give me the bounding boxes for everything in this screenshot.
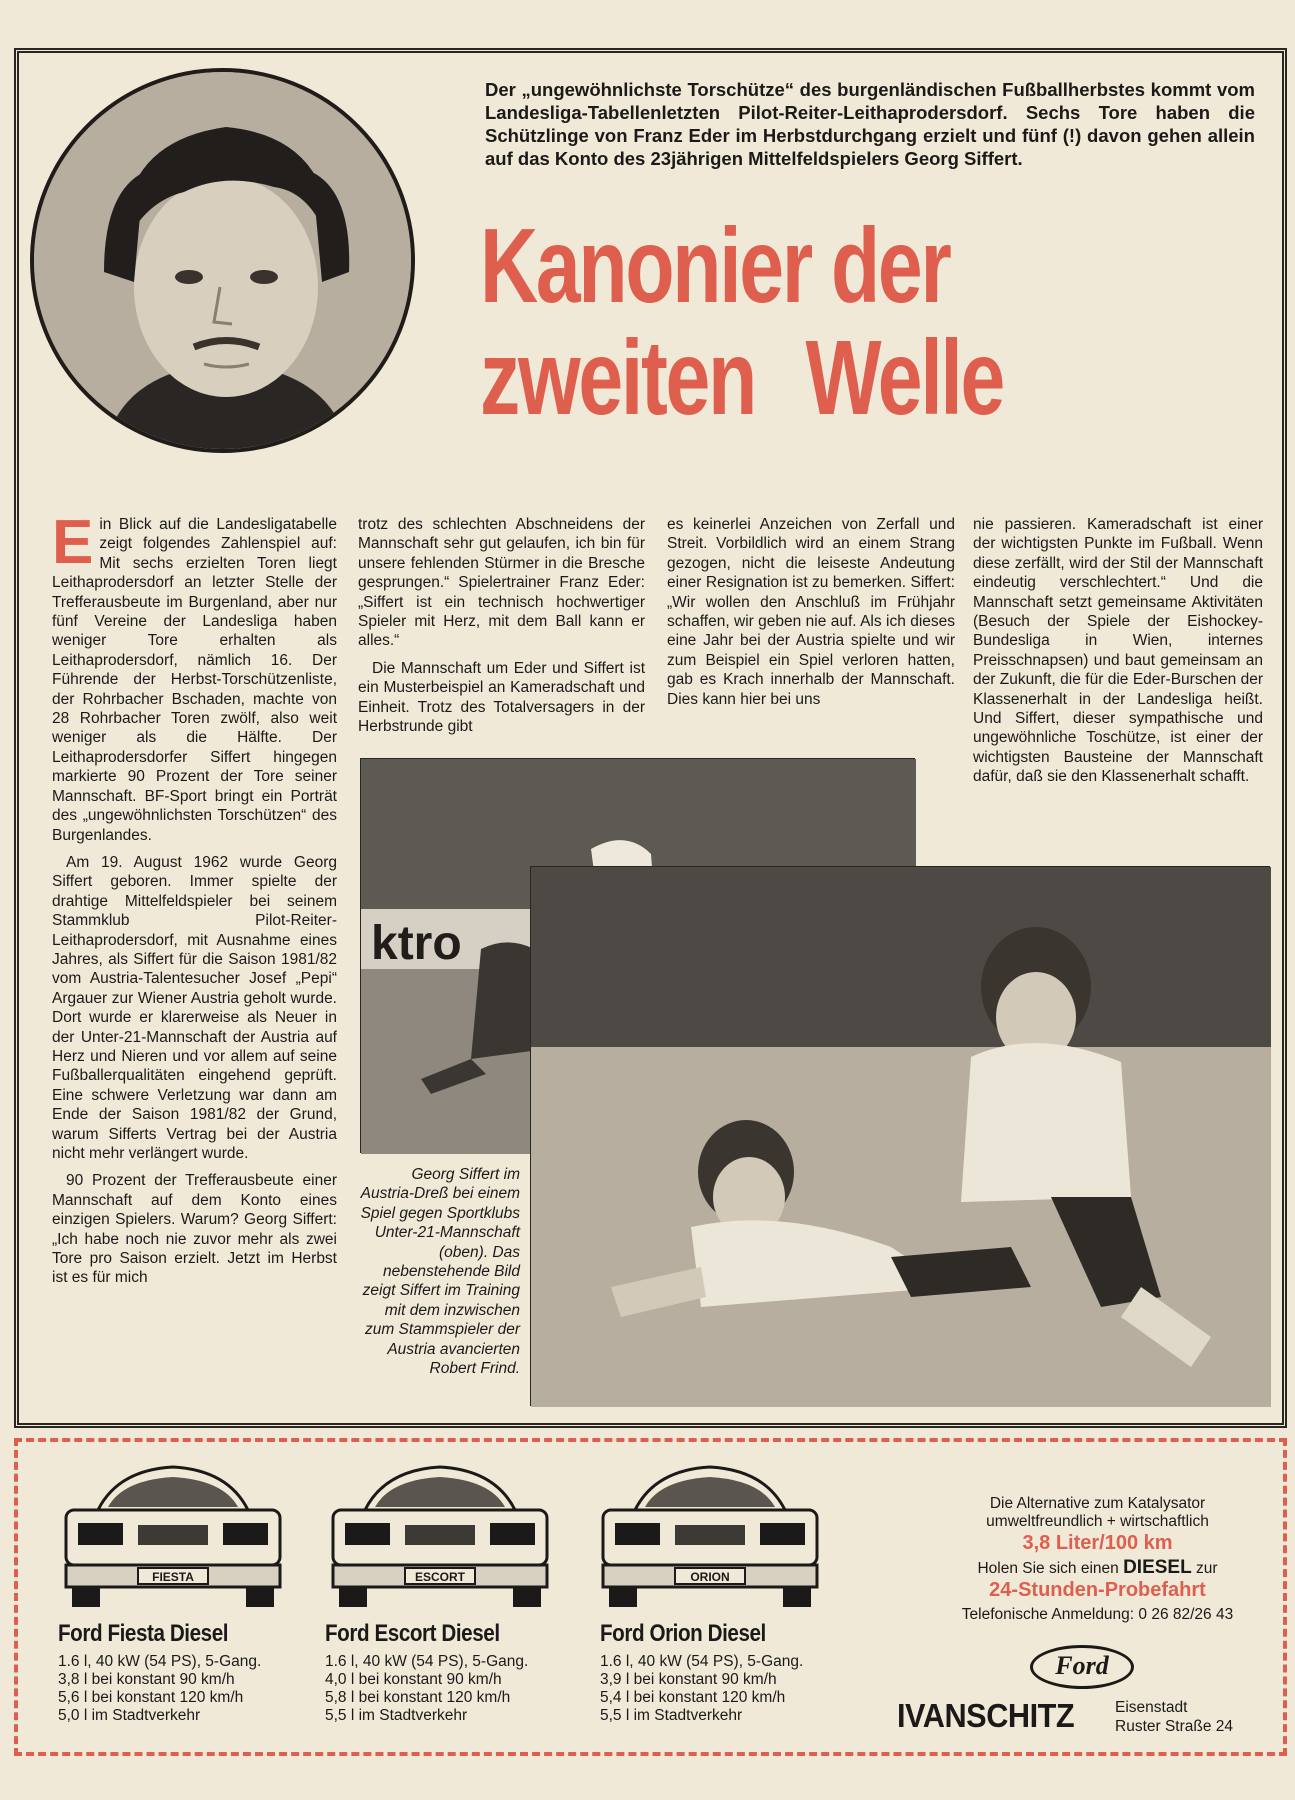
car-illustration-fiesta [58, 1455, 288, 1615]
offer-pre: Holen Sie sich einen [977, 1560, 1119, 1577]
spec-line: 5,5 l im Stadtverkehr [600, 1707, 743, 1724]
article-column-3 [667, 515, 955, 717]
spec-line: 1.6 l, 40 kW (54 PS), 5-Gang. [325, 1653, 529, 1670]
car-illustration-escort [325, 1455, 555, 1615]
spec-line: 1.6 l, 40 kW (54 PS), 5-Gang. [600, 1653, 804, 1670]
paragraph: in Blick auf die Landesligatabelle zeigt folgendes Zahlenspiel auf: Mit sechs erzielten Toren liegt Leithaprodersdorf an letzter Stelle der Trefferausbeute im Burgenland, aber nur fünf Vereine der Landesliga haben weniger Tore erhalten als Leithaprodersdorf, nämlich 16. Der Führende der Herbst-Torschützenliste, der Rohrbacher Bschaden, machte von 28 Rohrbacher Toren zwölf, also weit weniger als die Hälfte. Der Leithaprodersdorfer Siffert hingegen markierte 90 Prozent der Tore seiner Mannschaft. BF-Sport bringt ein Porträt des „ungewöhnlichsten Torschützen“ des Burgenlandes. [52, 516, 337, 844]
car-plate-text: FIESTA [152, 1570, 194, 1584]
trial-offer: 24-Stunden-Probefahrt [989, 1579, 1206, 1601]
dealer-line: umweltfreundlich + wirtschaftlich [986, 1513, 1209, 1530]
spec-line: 5,5 l im Stadtverkehr [325, 1707, 468, 1724]
paragraph: trotz des schlechten Abschneidens der Mannschaft sehr gut gelaufen, ich bin für unsere fehlenden Stürmer in die Bresche gesprungen.“ Spielertrainer Franz Eder: „Siffert ist ein technisch hochwertiger Spieler mit Herz, mit dem Ball kann er alles.“ [358, 516, 645, 650]
spec-line: 5,6 l bei konstant 120 km/h [58, 1689, 244, 1706]
car-plate-text: ORION [690, 1570, 730, 1584]
car-plate-text: ESCORT [414, 1570, 466, 1584]
dealer-city: Eisenstadt [1115, 1699, 1188, 1716]
portrait-illustration [34, 72, 415, 453]
dropcap: E [52, 508, 94, 577]
consumption: 3,8 Liter/100 km [1022, 1532, 1173, 1554]
car-front-icon [595, 1455, 825, 1615]
spec-line: 1.6 l, 40 kW (54 PS), 5-Gang. [58, 1653, 262, 1670]
dealer-line: Die Alternative zum Katalysator [989, 1495, 1206, 1512]
car-illustration-orion [595, 1455, 825, 1615]
car-specs [600, 1653, 803, 1725]
spec-line: 3,9 l bei konstant 90 km/h [600, 1671, 777, 1688]
paragraph: es keinerlei Anzeichen von Zerfall und Streit. Vorbildlich wird an einem Strang gezogen, nicht die leiseste Andeutung einer Resignation ist zu bemerken. Siffert: „Wir wollen den Anschluß im Frühjahr schaffen, wir geben nie auf. Als ich dieses eine Jahr bei der Austria spielte und wir zum Beispiel ein Spiel verloren hatten, gab es Krach innerhalb der Mannschaft. Dies kann hier bei uns [667, 516, 955, 708]
phone-line: Telefonische Anmeldung: 0 26 82/26 43 [961, 1606, 1234, 1623]
car-front-icon [58, 1455, 288, 1615]
training-photo-illustration [531, 867, 1271, 1407]
paragraph: Die Mannschaft um Eder und Siffert ist ein Musterbeispiel an Kameradschaft und Einheit. Trotz des Totalversagers in der Herbstrunde gibt [358, 659, 645, 736]
spec-line: 4,0 l bei konstant 90 km/h [325, 1671, 502, 1688]
dealer-block [910, 1495, 1285, 1624]
car-title: Ford Orion Diesel [600, 1620, 766, 1647]
portrait-photo [30, 68, 415, 453]
car-specs [325, 1653, 528, 1725]
lead-paragraph: Der „ungewöhnlichste Torschütze“ des burgenländischen Fußballherbstes kommt vom Landesliga-Tabellenletzten Pilot-Reiter-Leithaprodersdorf. Sechs Tore haben die Schützlinge von Franz Eder im Herbstdurchgang erzielt und fünf (!) davon gehen allein auf das Konto des 23jährigen Mittelfeldspielers Georg Siffert. [485, 79, 1255, 169]
article-column-1 [52, 508, 337, 1296]
article-column-4 [973, 515, 1263, 795]
paragraph: 90 Prozent der Trefferausbeute einer Mannschaft auf dem Konto eines einzigen Spielers. Warum? Georg Siffert: „Ich habe noch nie zuvor mehr als zwei Tore pro Saison erzielt. Jetzt im Herbst ist es für mich [52, 1172, 337, 1287]
car-title: Ford Fiesta Diesel [58, 1620, 229, 1647]
headline [480, 207, 1073, 437]
photo-caption: Georg Siffert im Austria-Dreß bei einem Spiel gegen Sportklubs Unter-21-Mannschaft (oben). Das nebenstehende Bild zeigt Siffert im Training mit dem inzwischen zum Stammspieler der Austria avancierten Robert Frind. [360, 1166, 520, 1378]
paragraph: Am 19. August 1962 wurde Georg Siffert geboren. Immer spielte der drahtige Mittelfeldspieler bei seinem Stammklub Pilot-Reiter-Leithaprodersdorf, mit Ausnahme eines Jahres, als Siffert für die Saison 1981/82 vom Austria-Talentesucher Josef „Pepi“ Argauer zur Wiener Austria geholt wurde. Dort wurde er klarerweise als Neuer in der Unter-21-Mannschaft der Austria auf Herz und Nieren und vor allem auf seine Fußballerqualitäten eingehend geprüft. Eine schwere Verletzung war dann am Ende der Saison 1981/82 der Grund, warum Sifferts Vertrag bei der Austria nicht mehr verlängert wurde. [52, 853, 337, 1162]
training-photo [530, 866, 1270, 1406]
car-front-icon [325, 1455, 555, 1615]
headline-line-2: zweiten Welle [480, 319, 1004, 437]
dealer-address [1115, 1698, 1233, 1736]
spec-line: 3,8 l bei konstant 90 km/h [58, 1671, 235, 1688]
paragraph: nie passieren. Kameradschaft ist einer der wichtigsten Punkte im Fußball. Wenn diese zerfällt, wird der Stil der Mannschaft eindeutig verschlechtert.“ Und die Mannschaft setzt gemeinsame Aktivitäten (Besuch der Spiele der Eishockey-Bundesliga in Wien, internes Preisschnapsen) und baut gemeinsam an der Zukunft, die für die Eder-Burschen der Klassenerhalt in der Landesliga heißt. Und Siffert, dieser sympathische und ungewöhnliche Toschütze, ist einer der wichtigsten Bausteine der Mannschaft dafür, daß sie den Klassenerhalt schafft. [973, 516, 1263, 786]
spec-line: 5,8 l bei konstant 120 km/h [325, 1689, 511, 1706]
article-column-2 [358, 515, 645, 744]
dealer-street: Ruster Straße 24 [1115, 1718, 1234, 1735]
car-specs [58, 1653, 261, 1725]
headline-line-1: Kanonier der [480, 207, 950, 325]
offer-post: zur [1196, 1560, 1218, 1577]
stadium-banner-text: ktro [371, 917, 462, 970]
offer-word: DIESEL [1123, 1557, 1192, 1578]
spec-line: 5,4 l bei konstant 120 km/h [600, 1689, 786, 1706]
dealer-name: IVANSCHITZ [897, 1697, 1075, 1734]
ford-logo: Ford [1030, 1645, 1134, 1689]
offer-line [910, 1559, 1285, 1578]
spec-line: 5,0 l im Stadtverkehr [58, 1707, 201, 1724]
car-title: Ford Escort Diesel [325, 1620, 500, 1647]
